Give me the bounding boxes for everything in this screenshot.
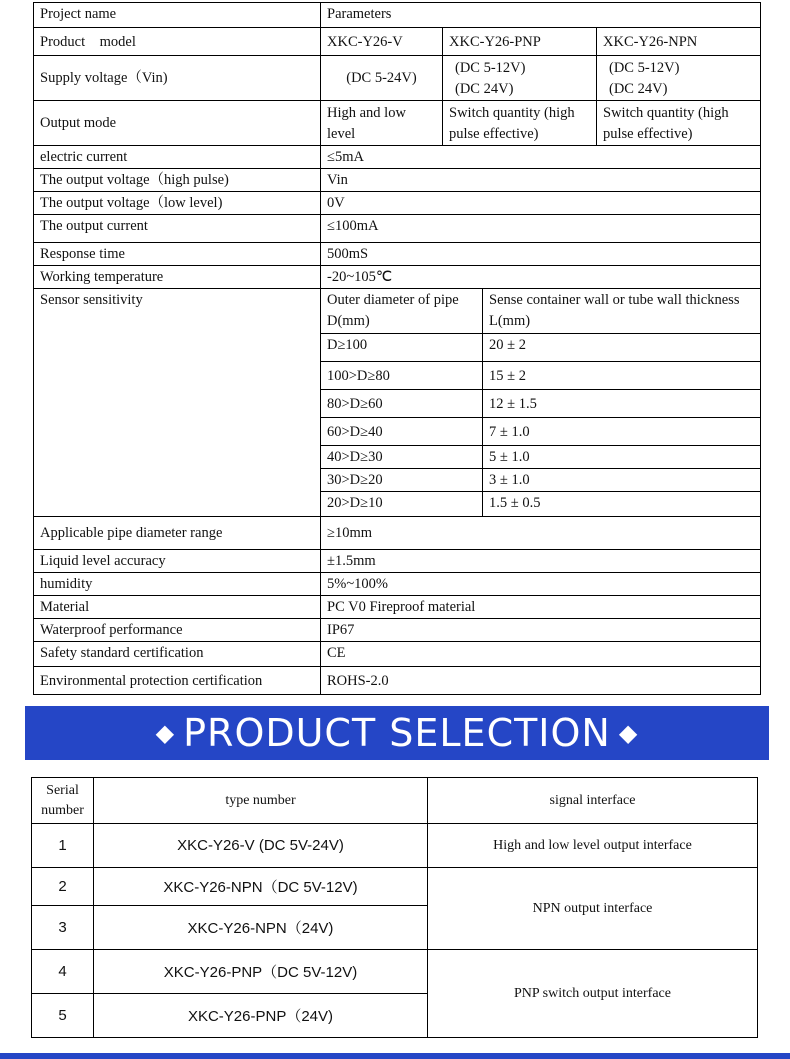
pipe-diameter: 60>D≥40 <box>321 418 483 446</box>
pipe-diameter: 40>D≥30 <box>321 446 483 469</box>
spec-row <box>34 667 761 695</box>
spec-row <box>34 169 761 192</box>
signal-cell: High and low level output interface <box>428 824 758 868</box>
spec-row <box>34 517 761 550</box>
spec-value: ±1.5mm <box>321 550 761 573</box>
model-npn: XKC-Y26-NPN <box>597 28 761 56</box>
supply-voltage-npn <box>597 56 761 101</box>
spec-label: Applicable pipe diameter range <box>34 517 321 550</box>
spec-row <box>34 573 761 596</box>
signal-cell: NPN output interface <box>428 868 758 950</box>
serial-cell: 5 <box>32 994 94 1038</box>
sensitivity-col2-header: Sense container wall or tube wall thickness L(mm) <box>483 289 761 334</box>
wall-thickness: 7 ± 1.0 <box>483 418 761 446</box>
supply-voltage-pnp <box>443 56 597 101</box>
signal-cell: PNP switch output interface <box>428 950 758 1038</box>
spec-label: electric current <box>34 146 321 169</box>
output-mode-label: Output mode <box>34 101 321 146</box>
pipe-diameter: 80>D≥60 <box>321 390 483 418</box>
spec-label: Waterproof performance <box>34 619 321 642</box>
spec-label: The output voltage（high pulse) <box>34 169 321 192</box>
spec-value: PC V0 Fireproof material <box>321 596 761 619</box>
type-cell: XKC-Y26-NPN（24V) <box>94 906 428 950</box>
wall-thickness: 3 ± 1.0 <box>483 469 761 492</box>
serial-cell: 2 <box>32 868 94 906</box>
pipe-diameter: 30>D≥20 <box>321 469 483 492</box>
type-cell: XKC-Y26-NPN（DC 5V-12V) <box>94 868 428 906</box>
output-mode-npn: Switch quantity (high pulse effective) <box>597 101 761 146</box>
wall-thickness: 15 ± 2 <box>483 362 761 390</box>
output-mode-pnp: Switch quantity (high pulse effective) <box>443 101 597 146</box>
spec-label: The output current <box>34 215 321 243</box>
spec-row <box>34 266 761 289</box>
signal-interface-header: signal interface <box>428 778 758 824</box>
spec-row <box>34 550 761 573</box>
spec-row <box>34 192 761 215</box>
output-mode-v: High and low level <box>321 101 443 146</box>
supply-voltage-pnp-1: (DC 5-12V) <box>455 59 526 76</box>
sensitivity-col1-header: Outer diameter of pipe D(mm) <box>321 289 483 334</box>
type-cell: XKC-Y26-PNP（DC 5V-12V) <box>94 950 428 994</box>
spec-label: Working temperature <box>34 266 321 289</box>
serial-cell: 4 <box>32 950 94 994</box>
selection-header-row <box>32 778 758 824</box>
selection-row <box>32 950 758 994</box>
model-pnp: XKC-Y26-PNP <box>443 28 597 56</box>
type-cell: XKC-Y26-V (DC 5V-24V) <box>94 824 428 868</box>
supply-voltage-pnp-2: (DC 24V) <box>455 80 514 97</box>
pipe-diameter: D≥100 <box>321 334 483 362</box>
spec-value: 5%~100% <box>321 573 761 596</box>
spec-label: Material <box>34 596 321 619</box>
selection-table <box>31 777 758 1038</box>
sensor-sensitivity-label: Sensor sensitivity <box>34 289 321 517</box>
banner-title: PRODUCT SELECTION <box>183 711 611 755</box>
wall-thickness: 12 ± 1.5 <box>483 390 761 418</box>
spec-row <box>34 146 761 169</box>
spec-label: Safety standard certification <box>34 642 321 667</box>
spec-value: ≥10mm <box>321 517 761 550</box>
selection-row <box>32 824 758 868</box>
spec-value: CE <box>321 642 761 667</box>
supply-voltage-label: Supply voltage（Vin) <box>34 56 321 101</box>
product-model-label: Product model <box>34 28 321 56</box>
spec-label: Response time <box>34 243 321 266</box>
serial-cell: 3 <box>32 906 94 950</box>
supply-voltage-npn-2: (DC 24V) <box>609 80 668 97</box>
diamond-icon: ◆ <box>618 719 639 747</box>
spec-value: IP67 <box>321 619 761 642</box>
specs-header-row <box>34 3 761 28</box>
supply-voltage-row <box>34 56 761 101</box>
spec-row <box>34 642 761 667</box>
model-v: XKC-Y26-V <box>321 28 443 56</box>
spec-value: ≤100mA <box>321 215 761 243</box>
spec-value: ROHS-2.0 <box>321 667 761 695</box>
spec-label: Liquid level accuracy <box>34 550 321 573</box>
wall-thickness: 20 ± 2 <box>483 334 761 362</box>
spec-row <box>34 596 761 619</box>
spec-row <box>34 619 761 642</box>
spec-value: 500mS <box>321 243 761 266</box>
wall-thickness: 5 ± 1.0 <box>483 446 761 469</box>
project-name-header: Project name <box>34 3 321 28</box>
spec-row <box>34 243 761 266</box>
output-mode-row <box>34 101 761 146</box>
spec-value: Vin <box>321 169 761 192</box>
wall-thickness: 1.5 ± 0.5 <box>483 492 761 517</box>
spec-value: -20~105℃ <box>321 266 761 289</box>
sensitivity-header-row <box>34 289 761 334</box>
supply-voltage-npn-1: (DC 5-12V) <box>609 59 680 76</box>
spec-value: ≤5mA <box>321 146 761 169</box>
spec-row <box>34 215 761 243</box>
serial-number-header: Serial number <box>32 778 94 824</box>
spec-label: The output voltage（low level) <box>34 192 321 215</box>
product-selection-banner <box>25 706 769 760</box>
parameters-header: Parameters <box>321 3 761 28</box>
serial-cell: 1 <box>32 824 94 868</box>
pipe-diameter: 100>D≥80 <box>321 362 483 390</box>
selection-row <box>32 868 758 906</box>
type-number-header: type number <box>94 778 428 824</box>
spec-label: humidity <box>34 573 321 596</box>
type-cell: XKC-Y26-PNP（24V) <box>94 994 428 1038</box>
specs-table <box>33 2 761 695</box>
pipe-diameter: 20>D≥10 <box>321 492 483 517</box>
supply-voltage-v: (DC 5-24V) <box>321 56 443 101</box>
spec-label: Environmental protection certification <box>34 667 321 695</box>
spec-value: 0V <box>321 192 761 215</box>
product-model-row <box>34 28 761 56</box>
bottom-accent-bar <box>0 1053 790 1059</box>
diamond-icon: ◆ <box>155 719 176 747</box>
